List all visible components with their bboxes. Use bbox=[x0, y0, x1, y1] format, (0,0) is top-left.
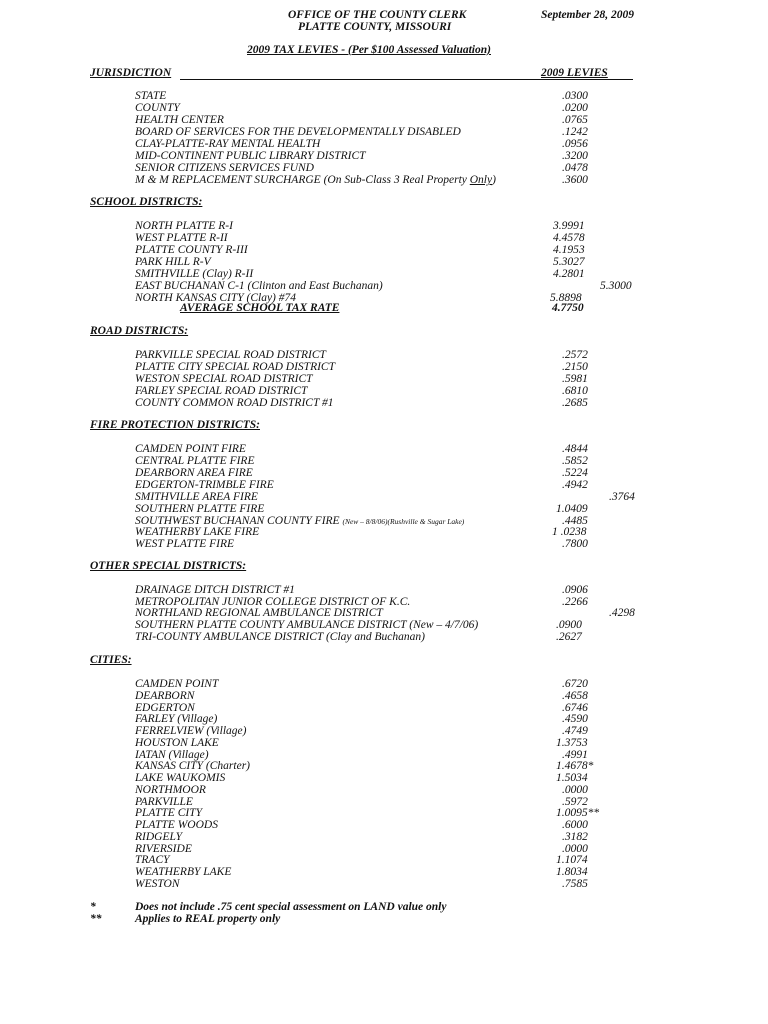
list-item-name: SOUTHWEST BUCHANAN COUNTY FIRE (New – 8/8/06)(Rushville & Sugar Lake) bbox=[135, 515, 465, 527]
list-item-levy: .1242 bbox=[562, 126, 588, 138]
list-item-name: FERRELVIEW (Village) bbox=[135, 725, 247, 737]
list-item-levy: 3.9991 bbox=[553, 220, 585, 232]
list-item-name: CENTRAL PLATTE FIRE bbox=[135, 455, 255, 467]
list-item-levy: .3600 bbox=[562, 174, 588, 186]
document-title: 2009 TAX LEVIES - (Per $100 Assessed Valuation) bbox=[247, 44, 491, 56]
list-item-levy: .6810 bbox=[562, 385, 588, 397]
list-item-levy: .2150 bbox=[562, 361, 588, 373]
list-item-levy: .5981 bbox=[562, 373, 588, 385]
list-item-levy: 4.2801 bbox=[553, 268, 585, 280]
list-item-levy: .2685 bbox=[562, 397, 588, 409]
list-item-levy: .0478 bbox=[562, 162, 588, 174]
list-item-name: PLATTE CITY SPECIAL ROAD DISTRICT bbox=[135, 361, 335, 373]
list-item-levy: 1.0095** bbox=[556, 807, 600, 819]
list-item-levy: .7585 bbox=[562, 878, 588, 890]
list-item-levy: .2627 bbox=[556, 631, 582, 643]
list-item-name: NORTH PLATTE R-I bbox=[135, 220, 233, 232]
list-item-levy: .3764 bbox=[609, 491, 635, 503]
list-item-name: WEATHERBY LAKE bbox=[135, 866, 232, 878]
list-item-levy: .6000 bbox=[562, 819, 588, 831]
list-item-name: BOARD OF SERVICES FOR THE DEVELOPMENTALLY DISABLED bbox=[135, 126, 461, 138]
document-date: September 28, 2009 bbox=[541, 9, 634, 21]
list-item-name: SENIOR CITIZENS SERVICES FUND bbox=[135, 162, 314, 174]
list-item-name: SOUTHERN PLATTE FIRE bbox=[135, 503, 265, 515]
list-item-name: COUNTY bbox=[135, 102, 180, 114]
list-item-name: PARKVILLE bbox=[135, 796, 193, 808]
list-item-levy: .0000 bbox=[562, 843, 588, 855]
footnote-mark: * bbox=[90, 901, 96, 913]
list-item-levy: 5.3027 bbox=[553, 256, 585, 268]
list-item-levy: .0906 bbox=[562, 584, 588, 596]
list-item-name: CAMDEN POINT bbox=[135, 678, 219, 690]
list-item-name: PARKVILLE SPECIAL ROAD DISTRICT bbox=[135, 349, 326, 361]
list-item-levy: .0900 bbox=[556, 619, 582, 631]
col-jurisdiction: JURISDICTION bbox=[90, 67, 172, 79]
list-item-name: IATAN (Village) bbox=[135, 749, 209, 761]
average-school-rate-value: 4.7750 bbox=[552, 302, 584, 314]
list-item-levy: 1.0409 bbox=[556, 503, 588, 515]
list-item-name: EDGERTON bbox=[135, 702, 195, 714]
office-title: OFFICE OF THE COUNTY CLERK bbox=[288, 9, 467, 21]
list-item-levy: .0956 bbox=[562, 138, 588, 150]
list-item-name: FARLEY (Village) bbox=[135, 713, 218, 725]
list-item-levy: 4.4578 bbox=[553, 232, 585, 244]
list-item-levy: 1.5034 bbox=[556, 772, 588, 784]
list-item-levy: .6746 bbox=[562, 702, 588, 714]
list-item-levy: .5852 bbox=[562, 455, 588, 467]
list-item-name: RIDGELY bbox=[135, 831, 183, 843]
list-item-levy: .0300 bbox=[562, 90, 588, 102]
list-item-levy: .4590 bbox=[562, 713, 588, 725]
list-item-levy: .7800 bbox=[562, 538, 588, 550]
list-item-name: EDGERTON-TRIMBLE FIRE bbox=[135, 479, 274, 491]
list-item-levy: .2572 bbox=[562, 349, 588, 361]
list-item-name: DEARBORN AREA FIRE bbox=[135, 467, 253, 479]
list-item-name: WEST PLATTE FIRE bbox=[135, 538, 235, 550]
section-heading-roads: ROAD DISTRICTS: bbox=[90, 325, 189, 337]
list-item-levy: 1.8034 bbox=[556, 866, 588, 878]
list-item-name: STATE bbox=[135, 90, 167, 102]
list-item-levy: .4991 bbox=[562, 749, 588, 761]
list-item-levy: .0000 bbox=[562, 784, 588, 796]
list-item-name: SMITHVILLE AREA FIRE bbox=[135, 491, 258, 503]
list-item-name: LAKE WAUKOMIS bbox=[135, 772, 226, 784]
list-item-name: EAST BUCHANAN C-1 (Clinton and East Buchanan) bbox=[135, 280, 383, 292]
footnote-mark: ** bbox=[90, 913, 102, 925]
list-item-levy: 1.1074 bbox=[556, 854, 588, 866]
list-item-name: NORTHLAND REGIONAL AMBULANCE DISTRICT bbox=[135, 607, 383, 619]
list-item-levy: .4942 bbox=[562, 479, 588, 491]
list-item-levy: .3200 bbox=[562, 150, 588, 162]
section-heading-other: OTHER SPECIAL DISTRICTS: bbox=[90, 560, 247, 572]
county-title: PLATTE COUNTY, MISSOURI bbox=[298, 21, 452, 33]
list-item-levy: 1.4678* bbox=[556, 760, 594, 772]
list-item-name: MID-CONTINENT PUBLIC LIBRARY DISTRICT bbox=[135, 150, 366, 162]
list-item-name: FARLEY SPECIAL ROAD DISTRICT bbox=[135, 385, 308, 397]
list-item-levy: 5.3000 bbox=[600, 280, 632, 292]
list-item-levy: .4485 bbox=[562, 515, 588, 527]
footnote-text: Does not include .75 cent special assessment on LAND value only bbox=[135, 901, 447, 913]
list-item-name: PLATTE WOODS bbox=[135, 819, 218, 831]
list-item-levy: .4749 bbox=[562, 725, 588, 737]
section-heading-cities: CITIES: bbox=[90, 654, 132, 666]
list-item-name: TRACY bbox=[135, 854, 170, 866]
list-item-levy: 1.3753 bbox=[556, 737, 588, 749]
section-heading-schools: SCHOOL DISTRICTS: bbox=[90, 196, 203, 208]
list-item-name: SOUTHERN PLATTE COUNTY AMBULANCE DISTRICT (New – 4/7/06) bbox=[135, 619, 479, 631]
average-school-rate-label: AVERAGE SCHOOL TAX RATE bbox=[180, 302, 340, 314]
list-item-levy: .5972 bbox=[562, 796, 588, 808]
list-item-name: KANSAS CITY (Charter) bbox=[135, 760, 251, 772]
list-item-levy: 5.8898 bbox=[550, 292, 582, 304]
list-item-name: TRI-COUNTY AMBULANCE DISTRICT (Clay and Buchanan) bbox=[135, 631, 425, 643]
list-item-name: CAMDEN POINT FIRE bbox=[135, 443, 246, 455]
list-item-levy: .6720 bbox=[562, 678, 588, 690]
list-item-name: COUNTY COMMON ROAD DISTRICT #1 bbox=[135, 397, 334, 409]
list-item-name: RIVERSIDE bbox=[135, 843, 192, 855]
list-item-name: M & M REPLACEMENT SURCHARGE (On Sub-Class 3 Real Property Only) bbox=[135, 174, 496, 186]
list-item-name: METROPOLITAN JUNIOR COLLEGE DISTRICT OF K.C. bbox=[135, 596, 411, 608]
list-item-levy: .2266 bbox=[562, 596, 588, 608]
list-item-name: CLAY-PLATTE-RAY MENTAL HEALTH bbox=[135, 138, 321, 150]
list-item-name: PARK HILL R-V bbox=[135, 256, 211, 268]
section-heading-fire: FIRE PROTECTION DISTRICTS: bbox=[90, 419, 260, 431]
header-rule bbox=[180, 79, 633, 80]
list-item-levy: .4658 bbox=[562, 690, 588, 702]
list-item-name: SMITHVILLE (Clay) R-II bbox=[135, 268, 254, 280]
list-item-name: PLATTE CITY bbox=[135, 807, 203, 819]
list-item-name: WEST PLATTE R-II bbox=[135, 232, 228, 244]
col-levies: 2009 LEVIES bbox=[541, 67, 608, 79]
list-item-levy: .0765 bbox=[562, 114, 588, 126]
list-item-levy: .4298 bbox=[609, 607, 635, 619]
list-item-levy: 1 .0238 bbox=[552, 526, 587, 538]
list-item-name: WEATHERBY LAKE FIRE bbox=[135, 526, 260, 538]
list-item-name: HOUSTON LAKE bbox=[135, 737, 219, 749]
list-item-name: HEALTH CENTER bbox=[135, 114, 224, 126]
footnote-text: Applies to REAL property only bbox=[135, 913, 281, 925]
list-item-levy: .4844 bbox=[562, 443, 588, 455]
list-item-name: WESTON bbox=[135, 878, 180, 890]
list-item-levy: .5224 bbox=[562, 467, 588, 479]
list-item-levy: 4.1953 bbox=[553, 244, 585, 256]
list-item-name: PLATTE COUNTY R-III bbox=[135, 244, 248, 256]
list-item-name: NORTHMOOR bbox=[135, 784, 206, 796]
list-item-levy: .3182 bbox=[562, 831, 588, 843]
list-item-name: DRAINAGE DITCH DISTRICT #1 bbox=[135, 584, 295, 596]
list-item-name: WESTON SPECIAL ROAD DISTRICT bbox=[135, 373, 313, 385]
list-item-name: DEARBORN bbox=[135, 690, 195, 702]
list-item-name: NORTH KANSAS CITY (Clay) #74 bbox=[135, 292, 297, 304]
list-item-levy: .0200 bbox=[562, 102, 588, 114]
